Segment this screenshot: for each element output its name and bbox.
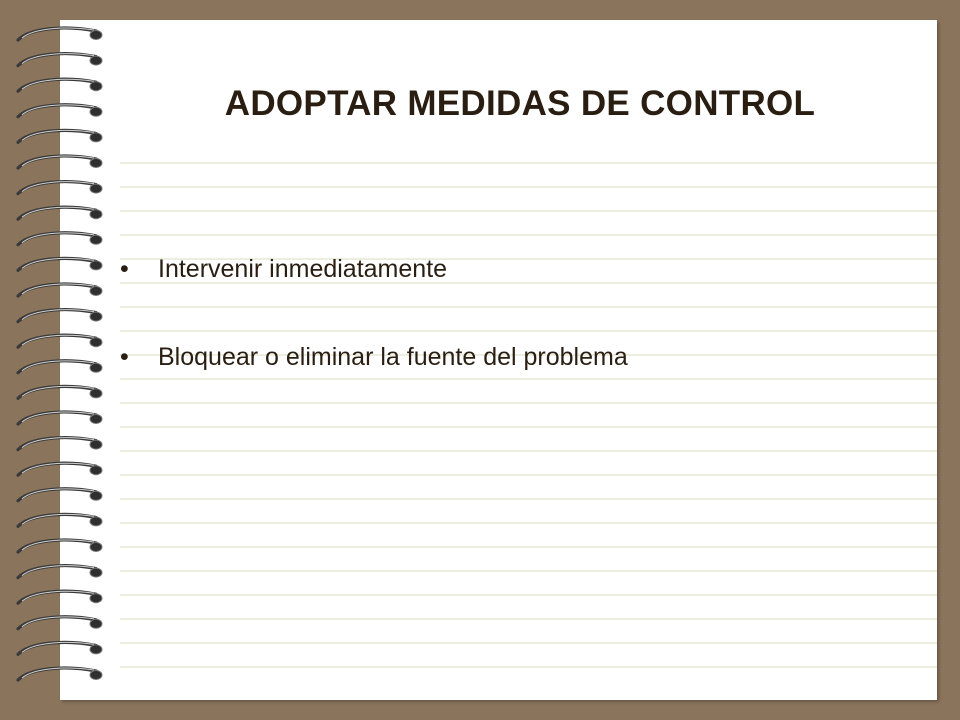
page-title: ADOPTAR MEDIDAS DE CONTROL [224,84,816,123]
bullet-text: Bloquear o eliminar la fuente del problema [158,343,628,371]
bullet-list [120,248,628,424]
bullet-item [120,336,628,379]
bullet-marker: • [120,255,129,283]
bullet-item [120,248,628,291]
bullet-marker: • [120,343,129,371]
bullet-text: Intervenir inmediatamente [158,255,448,283]
